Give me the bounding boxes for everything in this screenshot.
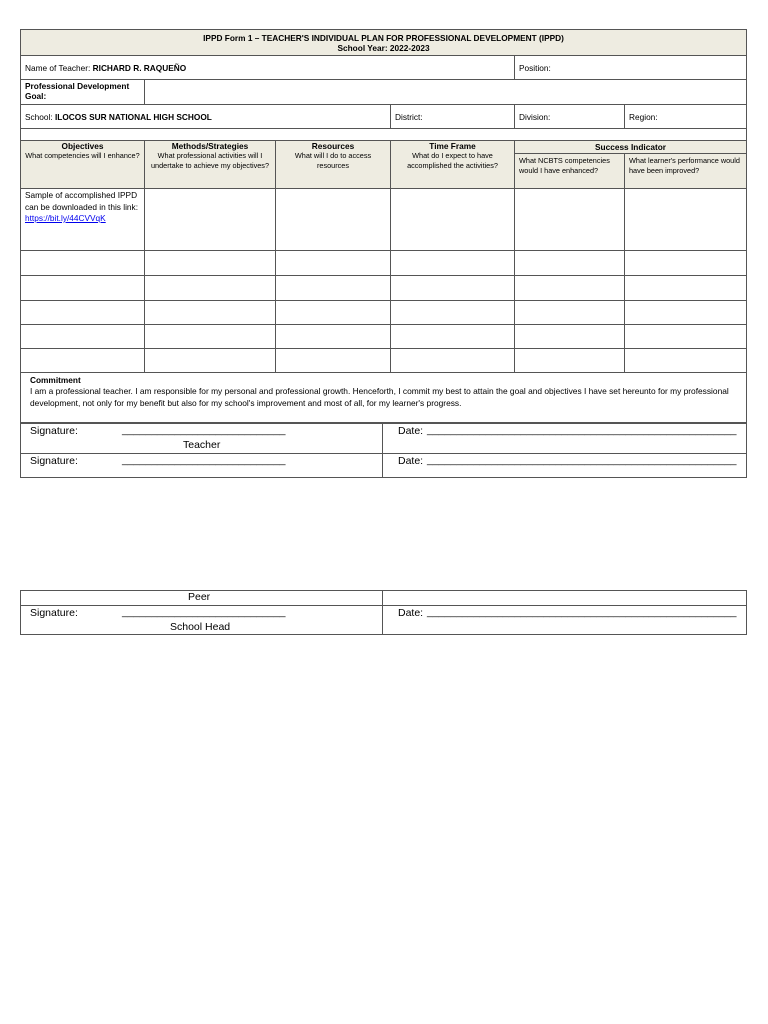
signature-block-head <box>20 590 747 635</box>
commitment-title: Commitment <box>30 375 81 385</box>
district-label: District: <box>395 111 423 122</box>
table-cell[interactable] <box>391 189 515 251</box>
sample-link[interactable]: https://bit.ly/44CVVqK <box>25 213 106 223</box>
peer-signature-cell[interactable] <box>21 454 383 478</box>
teacher-signature-cell[interactable] <box>21 424 383 454</box>
spacer-row <box>21 129 747 141</box>
table-cell[interactable] <box>515 189 625 251</box>
table-cell[interactable] <box>625 251 747 276</box>
region-field[interactable] <box>625 105 747 129</box>
success-indicator-header <box>515 141 747 154</box>
table-cell[interactable] <box>276 301 391 325</box>
table-row <box>21 325 747 349</box>
table-cell[interactable] <box>276 276 391 301</box>
signature-line: ____________________________ <box>122 424 286 436</box>
goal-label-cell <box>21 80 145 105</box>
head-date-cell[interactable] <box>383 606 747 635</box>
date-label: Date: <box>398 455 424 467</box>
date-line: _____________________________________________________ <box>427 424 737 436</box>
form-title: IPPD Form 1 – TEACHER'S INDIVIDUAL PLAN FOR PROFESSIONAL DEVELOPMENT (IPPD) <box>203 32 564 43</box>
table-cell[interactable] <box>276 349 391 373</box>
table-cell[interactable] <box>515 301 625 325</box>
ippd-form-table <box>20 29 747 423</box>
teacher-name-label: Name of Teacher: <box>25 62 93 73</box>
goal-field[interactable] <box>145 80 747 105</box>
table-cell[interactable] <box>391 325 515 349</box>
objectives-title: Objectives <box>61 141 104 151</box>
head-signature-cell[interactable] <box>21 606 383 635</box>
success-indicator-title: Success Indicator <box>595 142 667 152</box>
sample-text: Sample of accomplished IPPD can be downloaded in this link: <box>25 190 139 212</box>
peer-caption-cell <box>21 591 383 606</box>
methods-subtitle: What professional activities will I undertake to achieve my objectives? <box>150 151 270 170</box>
division-field[interactable] <box>515 105 625 129</box>
table-cell[interactable] <box>391 276 515 301</box>
peer-caption: Peer <box>188 591 211 603</box>
table-cell[interactable] <box>625 189 747 251</box>
table-cell[interactable] <box>21 301 145 325</box>
methods-title: Methods/Strategies <box>171 141 249 151</box>
table-cell[interactable] <box>276 325 391 349</box>
table-cell[interactable] <box>625 301 747 325</box>
table-cell[interactable] <box>276 189 391 251</box>
table-cell[interactable] <box>515 325 625 349</box>
resources-subtitle: What will I do to access resources <box>294 151 372 170</box>
table-cell[interactable] <box>21 349 145 373</box>
table-cell[interactable] <box>145 325 276 349</box>
signature-block-teacher <box>20 423 747 478</box>
table-cell[interactable] <box>21 325 145 349</box>
signature-label: Signature: <box>30 425 78 437</box>
position-field[interactable] <box>515 56 747 80</box>
methods-header <box>145 141 276 189</box>
school-label: School: <box>25 111 55 122</box>
school-value: ILOCOS SUR NATIONAL HIGH SCHOOL <box>54 111 212 122</box>
table-cell[interactable] <box>625 325 747 349</box>
table-cell[interactable] <box>625 276 747 301</box>
position-label: Position: <box>519 62 551 73</box>
timeframe-header <box>391 141 515 189</box>
learner-header <box>625 154 747 189</box>
objectives-subtitle: What competencies will I enhance? <box>25 151 140 160</box>
division-label: Division: <box>519 111 551 122</box>
table-cell[interactable] <box>145 301 276 325</box>
school-year: School Year: 2022-2023 <box>337 42 430 53</box>
goal-label: Professional Development Goal: <box>25 81 130 101</box>
teacher-caption: Teacher <box>183 439 221 451</box>
empty-cell <box>383 591 747 606</box>
commitment-text: I am a professional teacher. I am responsible for my personal and professional growth. Henceforth, I commit my best to attain the goal and objectives I have set hereunto for my professional development, not only for my benefit but also for my school's improvement and most of all, for my learner's progress. <box>30 386 729 408</box>
table-row <box>21 276 747 301</box>
date-line: _____________________________________________________ <box>427 606 737 618</box>
learner-subtitle: What learner's performance would have been improved? <box>629 156 740 175</box>
sample-cell[interactable] <box>21 189 145 251</box>
signature-line: ____________________________ <box>122 606 286 618</box>
ncbts-subtitle: What NCBTS competencies would I have enhanced? <box>519 156 610 175</box>
table-cell[interactable] <box>391 251 515 276</box>
teacher-date-cell[interactable] <box>383 424 747 454</box>
form-header <box>21 30 747 56</box>
table-row <box>21 349 747 373</box>
table-row <box>21 189 747 251</box>
timeframe-title: Time Frame <box>429 141 476 151</box>
table-cell[interactable] <box>515 349 625 373</box>
school-head-caption: School Head <box>170 621 231 633</box>
table-cell[interactable] <box>21 251 145 276</box>
table-row <box>21 301 747 325</box>
signature-line: ____________________________ <box>122 454 286 466</box>
date-label: Date: <box>398 607 424 619</box>
date-line: _____________________________________________________ <box>427 454 737 466</box>
table-row <box>21 251 747 276</box>
table-cell[interactable] <box>515 251 625 276</box>
table-cell[interactable] <box>145 251 276 276</box>
region-label: Region: <box>629 111 658 122</box>
peer-date-cell[interactable] <box>383 454 747 478</box>
timeframe-subtitle: What do I expect to have accomplished the activities? <box>407 151 498 170</box>
table-cell[interactable] <box>391 349 515 373</box>
resources-header <box>276 141 391 189</box>
signature-label: Signature: <box>30 607 78 619</box>
table-cell[interactable] <box>21 276 145 301</box>
table-cell[interactable] <box>515 276 625 301</box>
table-cell[interactable] <box>145 189 276 251</box>
date-label: Date: <box>398 425 424 437</box>
table-cell[interactable] <box>391 301 515 325</box>
signature-label: Signature: <box>30 455 78 467</box>
district-field[interactable] <box>391 105 515 129</box>
objectives-header <box>21 141 145 189</box>
school-cell <box>21 105 391 129</box>
teacher-name-value: RICHARD R. RAQUEÑO <box>92 62 187 73</box>
ncbts-header <box>515 154 625 189</box>
table-cell[interactable] <box>145 276 276 301</box>
commitment-cell <box>21 373 747 423</box>
table-cell[interactable] <box>145 349 276 373</box>
resources-title: Resources <box>311 141 355 151</box>
table-cell[interactable] <box>276 251 391 276</box>
table-cell[interactable] <box>625 349 747 373</box>
teacher-name-cell <box>21 56 515 80</box>
